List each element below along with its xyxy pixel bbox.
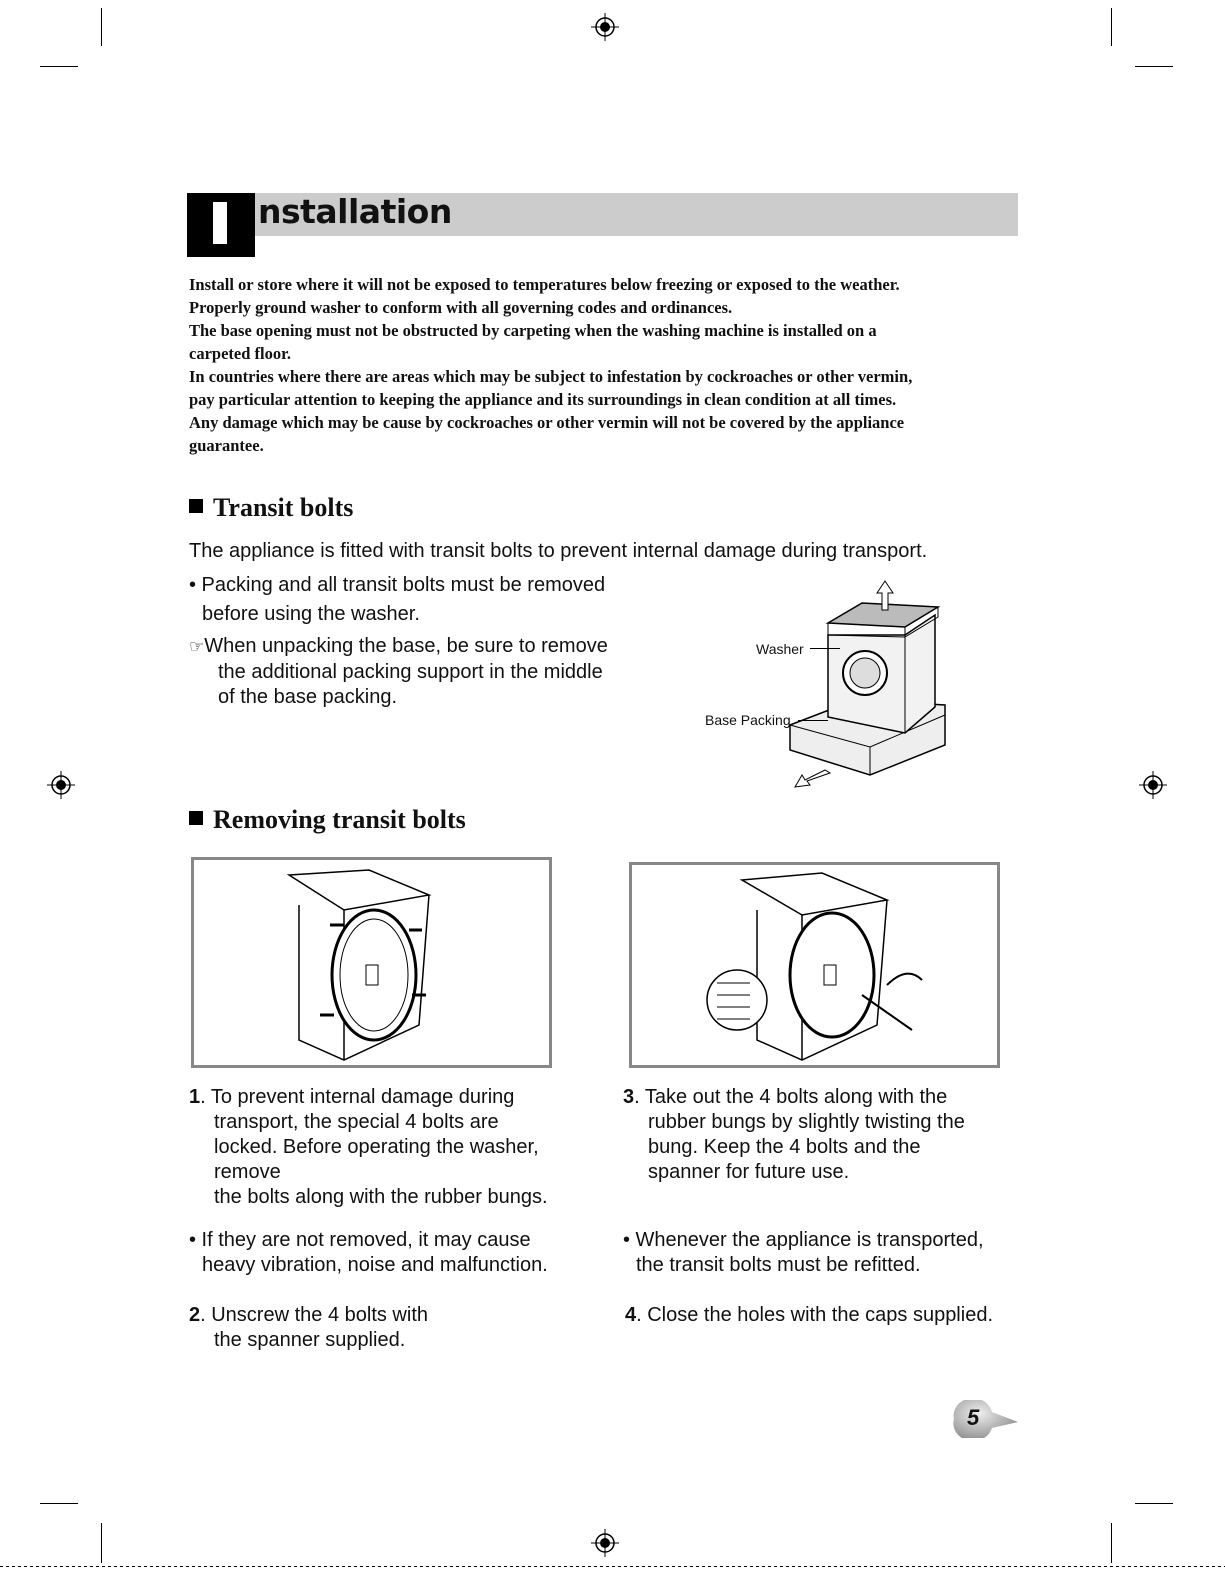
crop-mark xyxy=(101,1523,102,1563)
bullet-transported xyxy=(623,1228,984,1278)
bullet-line: • Packing and all transit bolts must be removed xyxy=(189,574,606,596)
registration-mark-icon xyxy=(591,1529,619,1557)
registration-mark-icon xyxy=(1139,771,1167,799)
bullet-line: heavy vibration, noise and malfunction. xyxy=(202,1254,548,1276)
heading-text: Removing transit bolts xyxy=(213,805,466,834)
step-line: . Close the holes with the caps supplied. xyxy=(636,1304,993,1326)
step-line: remove xyxy=(214,1161,281,1183)
step-line: rubber bungs by slightly twisting the xyxy=(648,1111,965,1133)
crop-mark xyxy=(1111,1523,1112,1563)
note-line: the additional packing support in the middle xyxy=(218,661,603,683)
step-line: transport, the special 4 bolts are xyxy=(214,1111,499,1133)
header-initial xyxy=(213,202,227,244)
section-heading-transit xyxy=(189,493,353,523)
bullet-line: the transit bolts must be refitted. xyxy=(636,1254,921,1276)
registration-mark-icon xyxy=(47,771,75,799)
step-line: the spanner supplied. xyxy=(214,1329,406,1351)
figure-removing-bolts xyxy=(629,862,1000,1068)
step-line: . To prevent internal damage during xyxy=(200,1086,515,1108)
bullet-line: before using the washer. xyxy=(202,603,420,625)
heading-text: Transit bolts xyxy=(213,493,354,522)
step-line: bung. Keep the 4 bolts and the xyxy=(648,1136,921,1158)
step-line: spanner for future use. xyxy=(648,1161,850,1183)
step-number: 3 xyxy=(623,1086,635,1108)
intro-line: guarantee. xyxy=(189,436,264,455)
bullet-line: • If they are not removed, it may cause xyxy=(189,1229,531,1251)
step-line: the bolts along with the rubber bungs. xyxy=(214,1186,548,1208)
intro-line: Any damage which may be cause by cockroaches or other vermin will not be covered by the appliance xyxy=(189,413,905,432)
page-number: 5 xyxy=(967,1405,980,1430)
step-line: . Unscrew the 4 bolts with xyxy=(200,1304,428,1326)
crop-mark xyxy=(40,66,78,67)
step-number: 2 xyxy=(189,1304,201,1326)
crop-mark xyxy=(40,1503,78,1504)
note-line: of the base packing. xyxy=(218,686,398,708)
square-bullet-icon xyxy=(189,811,203,825)
step-line: . Take out the 4 bolts along with the xyxy=(634,1086,948,1108)
crop-mark xyxy=(101,8,102,46)
bullet-line: • Whenever the appliance is transported, xyxy=(623,1229,984,1251)
step-number: 4 xyxy=(625,1304,637,1326)
intro-line: In countries where there are areas which may be subject to infestation by cockroaches or other vermin, xyxy=(189,367,913,386)
leader-line xyxy=(810,648,840,649)
page-title: nstallation xyxy=(258,192,452,231)
section-heading-removing xyxy=(189,805,466,835)
intro-line: Install or store where it will not be exposed to temperatures below freezing or exposed to the weather. xyxy=(189,275,900,294)
washer-back-illustration xyxy=(194,860,549,1065)
intro-text xyxy=(189,273,1019,457)
bottom-dashed-line xyxy=(0,1566,1225,1567)
page-number-badge xyxy=(946,1400,1022,1438)
transit-lead: The appliance is fitted with transit bolts to prevent internal damage during transport. xyxy=(189,540,928,562)
step-number: 1 xyxy=(189,1086,201,1108)
step-1 xyxy=(189,1085,548,1210)
step-2 xyxy=(189,1303,428,1353)
step-3 xyxy=(623,1085,965,1185)
transit-note xyxy=(189,634,608,710)
note-line: When unpacking the base, be sure to remove xyxy=(204,635,608,657)
figure-bolts-locations xyxy=(191,857,552,1068)
intro-line: carpeted floor. xyxy=(189,344,292,363)
transit-bullet xyxy=(189,571,605,629)
crop-mark xyxy=(1135,1503,1173,1504)
label-base-packing: Base Packing xyxy=(705,712,791,728)
washer-back-spanner-illustration xyxy=(632,865,997,1065)
crop-mark xyxy=(1135,66,1173,67)
step-line: locked. Before operating the washer, xyxy=(214,1136,539,1158)
washer-base-packing-illustration xyxy=(780,575,970,790)
leader-line xyxy=(798,720,828,721)
step-4 xyxy=(625,1303,993,1328)
label-washer: Washer xyxy=(756,641,804,657)
intro-line: pay particular attention to keeping the appliance and its surroundings in clean condition at all times. xyxy=(189,390,897,409)
intro-line: Properly ground washer to conform with all governing codes and ordinances. xyxy=(189,298,733,317)
registration-mark-icon xyxy=(591,13,619,41)
pointing-hand-icon: ☞ xyxy=(189,637,205,657)
bullet-not-removed xyxy=(189,1228,548,1278)
crop-mark xyxy=(1111,8,1112,46)
intro-line: The base opening must not be obstructed by carpeting when the washing machine is installed on a xyxy=(189,321,877,340)
square-bullet-icon xyxy=(189,499,203,513)
